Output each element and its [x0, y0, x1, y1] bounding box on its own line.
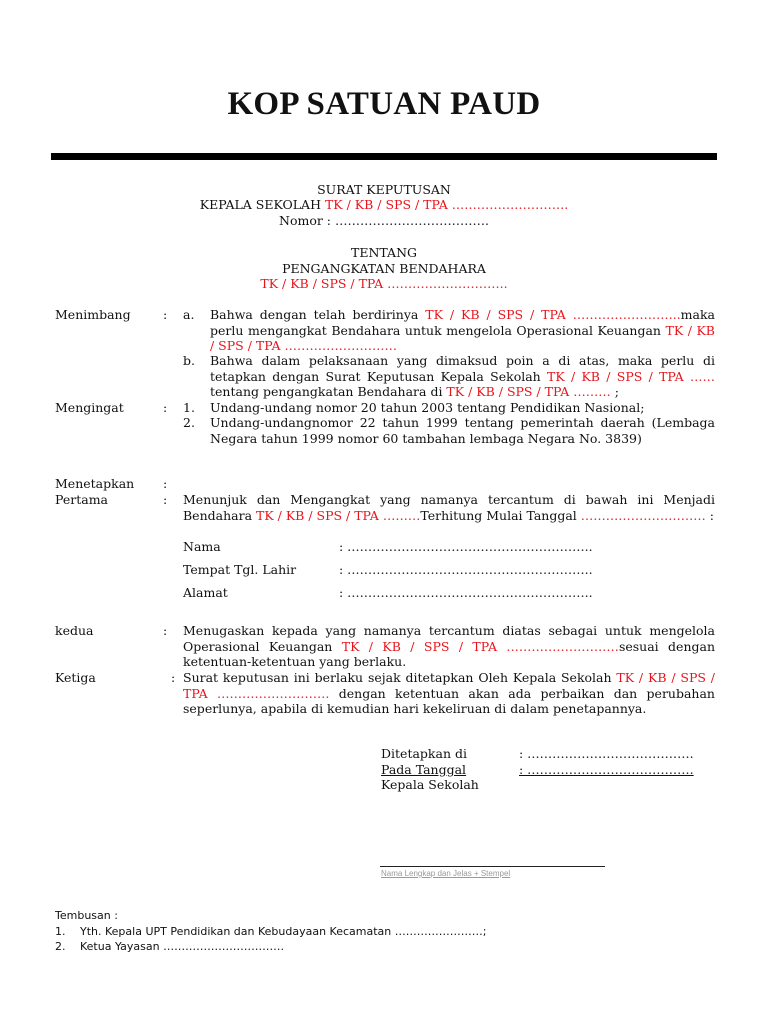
decree-issuer: KEPALA SEKOLAH TK / KB / SPS / TPA ……………………….	[199, 197, 569, 212]
tembusan-1-marker: 1.	[55, 925, 66, 938]
ditetapkan-value: : ………………………………….	[519, 746, 694, 761]
mengingat-2-marker: 2.	[183, 415, 195, 430]
tembusan-2-text: Ketua Yayasan ……………………………	[80, 940, 285, 953]
subject-school-placeholder: TK / KB / SPS / TPA ………………………..	[260, 276, 508, 291]
menetapkan-colon: :	[163, 476, 168, 491]
ditetapkan-label: Ditetapkan di	[381, 746, 467, 761]
signatory-position: Kepala Sekolah	[381, 777, 479, 792]
ketiga-label: Ketiga	[55, 670, 96, 685]
mengingat-1-marker: 1.	[183, 400, 195, 415]
menimbang-a-text: Bahwa dengan telah berdirinya TK / KB / SPS / TPA ……………………..maka perlu mengangkat Bendahara untuk mengelola Operasional Keuangan TK / KB / SPS / TPA ………………………	[210, 307, 715, 353]
letterhead-rule	[51, 153, 717, 160]
school-placeholder: TK / KB / SPS / TPA ……………………….	[324, 197, 569, 212]
decree-subject: PENGANGKATAN BENDAHARA	[282, 261, 486, 276]
tanggal-label: Pada Tanggal	[381, 762, 467, 777]
menimbang-label: Menimbang	[55, 307, 131, 322]
tembusan-2-marker: 2.	[55, 940, 66, 953]
pertama-colon: :	[163, 492, 168, 507]
kedua-label: kedua	[55, 623, 94, 638]
ketiga-colon: :	[171, 670, 176, 685]
decree-title: SURAT KEPUTUSAN	[317, 182, 451, 197]
tentang-heading: TENTANG	[350, 245, 417, 260]
mengingat-colon: :	[163, 400, 168, 415]
letterhead-title: KOP SATUAN PAUD	[227, 86, 541, 122]
tembusan-1-text: Yth. Kepala UPT Pendidikan dan Kebudayaan Kecamatan ……………………;	[80, 925, 487, 938]
mengingat-label: Mengingat	[55, 400, 124, 415]
pertama-label: Pertama	[55, 492, 109, 507]
menimbang-a-marker: a.	[183, 307, 195, 322]
field-nama-value: : …………………………………………………..	[339, 539, 593, 554]
field-alamat-label: Alamat	[183, 585, 228, 600]
field-ttl-value: : …………………………………………………..	[339, 562, 593, 577]
pertama-text: Menunjuk dan Mengangkat yang namanya tercantum di bawah ini Menjadi Bendahara TK / KB / SPS / TPA ………Terhitung Mulai Tanggal ………………………… :	[183, 492, 715, 523]
tembusan-label: Tembusan :	[55, 909, 118, 922]
menimbang-b-text: Bahwa dalam pelaksanaan yang dimaksud poin a di atas, maka perlu di tetapkan dengan Surat Keputusan Kepala Sekolah TK / KB / SPS / TPA …… tentang pengangkatan Bendahara di TK / KB / SPS / TPA ……… ;	[210, 353, 715, 399]
kedua-colon: :	[163, 623, 168, 638]
menetapkan-label: Menetapkan	[55, 476, 135, 491]
menimbang-b-marker: b.	[183, 353, 195, 368]
field-alamat-value: : …………………………………………………..	[339, 585, 593, 600]
mengingat-1-text: Undang-undang nomor 20 tahun 2003 tentang Pendidikan Nasional;	[210, 400, 645, 415]
field-ttl-label: Tempat Tgl. Lahir	[183, 562, 297, 577]
tanggal-value: : ………………………………….	[519, 762, 694, 777]
signature-name-note: Nama Lengkap dan Jelas + Stempel	[381, 869, 511, 878]
kedua-text: Menugaskan kepada yang namanya tercantum diatas sebagai untuk mengelola Operasional Keuangan TK / KB / SPS / TPA ………………………sesuai dengan ketentuan-ketentuan yang berlaku.	[183, 623, 716, 669]
ketiga-text: Surat keputusan ini berlaku sejak ditetapkan Oleh Kepala Sekolah TK / KB / SPS / TPA ……………………… dengan ketentuan akan ada perbaikan dan perubahan seperlunya, apabila di kemudian hari kekeliruan di dalam penetapannya.	[183, 670, 715, 716]
menimbang-colon: :	[163, 307, 168, 322]
decree-number: Nomor : ……………………………….	[279, 213, 489, 228]
field-nama-label: Nama	[183, 539, 221, 554]
mengingat-2-text: Undang-undangnomor 22 tahun 1999 tentang pemerintah daerah (Lembaga Negara tahun 1999 nomor 60 tambahan lembaga Negara No. 3839)	[210, 415, 715, 446]
signature-line	[380, 866, 605, 867]
